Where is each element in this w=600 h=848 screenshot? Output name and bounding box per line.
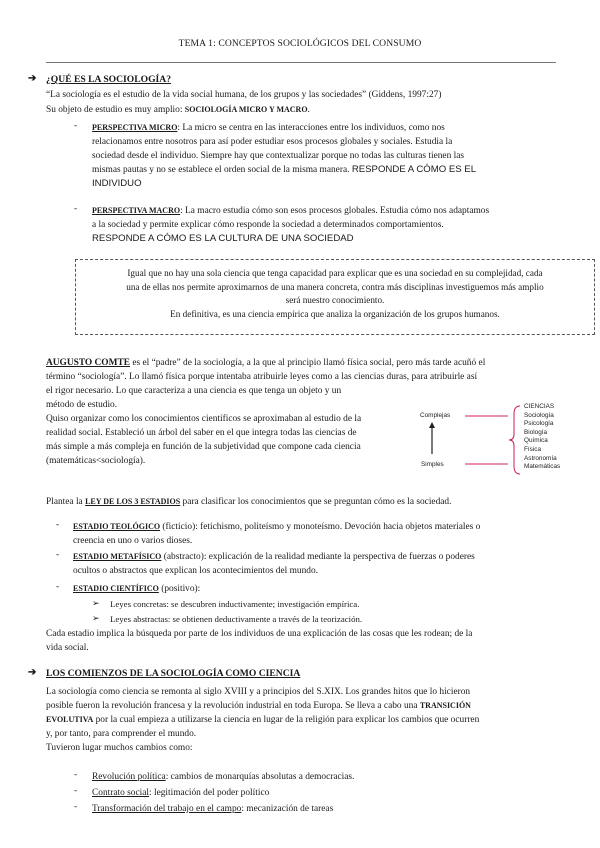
science-item: Biología	[524, 428, 548, 436]
cambio-text: : cambios de monarquías absolutas a democracias.	[165, 772, 355, 782]
micro-line3: sociedad desde el individuo. Siempre hay que contextualizar porque no todas las culturas tienen las	[92, 151, 465, 161]
cientifico-sub1: Leyes concretas: se descubren inductivamente; investigación empírica.	[110, 599, 360, 609]
science-item: Psicología	[524, 420, 554, 428]
page-title: TEMA 1: CONCEPTOS SOCIOLÓGICOS DEL CONSUMO	[178, 38, 422, 49]
cada-line2: vida social.	[46, 643, 89, 653]
comte-line8: (matemáticas<sociología).	[46, 456, 146, 466]
micro-line2: relacionamos entre nosotros para así poder estudiar esos procesos globales y sociales. Estudia la	[92, 137, 453, 147]
micro-line5: INDIVIDUO	[92, 178, 142, 189]
metafisico-line2: ocultos o abstractos que explican los acontecimientos del mundo.	[73, 566, 318, 576]
dash-bullet: -	[56, 582, 60, 592]
micro-paragraph	[92, 121, 556, 191]
comte-line3: el rigor necesario. Lo que caracteriza a una ciencia es que tenga un objeto y un	[46, 386, 342, 396]
science-item: Astronomía	[524, 454, 557, 462]
teologico-item	[73, 520, 559, 548]
object-bold: SOCIOLOGÍA MICRO Y MACRO	[184, 105, 308, 114]
comte-line1: es el “padre” de la sociología, a la que al principio llamó física social, pero más tarde acuñó el	[129, 358, 486, 368]
comte-paragraph	[46, 356, 558, 384]
dash-bullet: -	[56, 520, 60, 530]
teologico-line2: creencia en uno o varios dioses.	[73, 536, 193, 546]
teologico-line1: (ficticio): fetichismo, politeísmo y monoteísmo. Devoción hacia objetos materiales o	[160, 522, 481, 532]
dash-bullet: -	[74, 786, 78, 796]
macro-line3: RESPONDE A CÓMO ES LA CULTURA DE UNA SOCIEDAD	[92, 233, 354, 244]
section-heading-comienzos: LOS COMIENZOS DE LA SOCIOLOGÍA COMO CIENCIA	[46, 668, 301, 679]
box-line3: será nuestro conocimiento.	[285, 295, 385, 305]
macro-line2: a la sociedad y permite explicar cómo responde la sociedad a determinados comportamientos.	[92, 220, 444, 230]
science-list	[524, 403, 560, 472]
arrow-icon: ➔	[28, 73, 37, 84]
dash-bullet: -	[74, 770, 78, 780]
comte-line5: Quiso organizar como los conocimientos científicos se aproximaban al estudio de la	[46, 414, 362, 424]
dash-bullet: -	[74, 802, 78, 812]
comte-line7: más simple a más compleja en función de la subjetividad que compone cada ciencia	[46, 442, 361, 452]
comte-line2: término “sociología”. Lo llamó física porque intentaba atribuirle leyes como a las ciencias duras, para atribuirle así	[46, 372, 478, 382]
comte-line6: realidad social. Estableció un árbol del saber en el que integra todas las ciencias de	[46, 428, 357, 438]
dash-bullet: -	[56, 550, 60, 560]
science-item: Física	[524, 445, 542, 453]
micro-label: PERSPECTIVA MICRO	[92, 123, 178, 132]
metafisico-label: ESTADIO METAFÍSICO	[73, 552, 162, 561]
box-line4: En definitiva, es una ciencia empírica que analiza la organización de los grupos humanos.	[170, 308, 500, 319]
comienzos-line2a: posible fueron la revolución francesa y la revolución industrial en toda Europa. Se lleva a cabo una	[46, 701, 420, 711]
metafisico-item	[73, 550, 559, 578]
cada-line1: Cada estadio implica la búsqueda por parte de los individuos de una explicación de las cosas que les rodean; de la	[46, 629, 473, 639]
cientifico-item	[73, 582, 200, 596]
macro-line1: : La macro estudia cómo son esos procesos globales. Estudia cómo nos adaptamos	[180, 206, 490, 216]
comienzos-line2b: TRANSICIÓN	[419, 701, 471, 710]
title-rule	[46, 62, 556, 63]
up-arrow-icon	[429, 422, 435, 428]
estadios-intro	[46, 495, 451, 509]
comienzos-line4: y, por tanto, para comprender el mundo.	[46, 729, 197, 739]
estadios-intro-a: Plantea la	[46, 497, 86, 507]
micro-line4a: mismas pautas y no se establece el orden social de la misma manera.	[92, 165, 352, 175]
science-item: Matemáticas	[524, 463, 561, 471]
cientifico-sub2: Leyes abstractas: se obtienen deductivamente a través de la teorización.	[110, 614, 363, 624]
label-complejas: Complejas	[420, 412, 451, 419]
arrow-icon: ➔	[28, 667, 37, 678]
comienzos-line3b: por la cual empieza a utilizarse la ciencia en lugar de la religión para explicar los cambios que ocurren	[93, 715, 480, 725]
summary-box	[75, 259, 595, 335]
comte-name: AUGUSTO COMTE	[46, 358, 130, 368]
cambio-item	[92, 786, 269, 800]
science-item: Sociología	[524, 411, 554, 419]
micro-line4b: RESPONDE A CÓMO ES EL	[351, 164, 477, 175]
science-item: Química	[524, 437, 548, 445]
comienzos-line1: La sociología como ciencia se remonta al siglo XVIII y a principios del S.XIX. Los grandes hitos que lo hicieron	[46, 687, 471, 697]
comte-line4: método de estudio.	[46, 400, 118, 410]
cambio-label: Revolución política	[92, 772, 166, 782]
metafisico-line1: (abstracto): explicación de la realidad mediante la perspectiva de fuerzas o poderes	[161, 552, 475, 562]
comte-paragraph-narrow	[46, 384, 398, 468]
cambio-label: Contrato social	[92, 788, 150, 798]
object-line	[46, 103, 310, 117]
cada-estadio	[46, 627, 560, 655]
comienzos-line3a: EVOLUTIVA	[46, 715, 94, 724]
cambio-item	[92, 802, 333, 816]
cientifico-label: ESTADIO CIENTÍFICO	[73, 584, 159, 593]
macro-label: PERSPECTIVA MACRO	[92, 206, 181, 215]
science-heading: CIENCIAS	[524, 403, 555, 410]
dash-bullet: -	[74, 121, 78, 131]
label-simples: Simples	[421, 461, 444, 468]
curly-bracket	[509, 406, 520, 474]
cientifico-line1: (positivo):	[158, 584, 201, 594]
box-line2: una de ellas nos permite aproximarnos de una manera concreta, contra más disciplinas investiguemos más amplio	[126, 281, 544, 292]
object-suffix: .	[307, 105, 310, 115]
teologico-label: ESTADIO TEOLÓGICO	[73, 522, 161, 531]
cambio-text: : legitimación del poder político	[149, 788, 270, 798]
chevron-right-icon: ➢	[92, 613, 100, 623]
macro-paragraph	[92, 204, 556, 246]
section-heading-que-es: ¿QUÉ ES LA SOCIOLOGÍA?	[46, 74, 172, 85]
dash-bullet: -	[74, 204, 78, 214]
cambio-item	[92, 770, 354, 784]
giddens-quote: “La sociología es el estudio de la vida social humana, de los grupos y las sociedades” (Giddens, 1997:27)	[46, 90, 442, 100]
chevron-right-icon: ➢	[92, 598, 100, 608]
estadios-intro-c: para clasificar los conocimientos que se preguntan cómo es la sociedad.	[180, 497, 452, 507]
estadios-law: LEY DE LOS 3 ESTADIOS	[85, 497, 181, 506]
object-prefix: Su objeto de estudio es muy amplio:	[46, 105, 185, 115]
science-diagram	[420, 404, 540, 476]
cambio-label: Transformación del trabajo en el campo	[92, 804, 242, 814]
box-line1: Igual que no hay una sola ciencia que tenga capacidad para explicar que es una sociedad en su complejidad, cada	[127, 268, 543, 278]
comienzos-paragraph	[46, 685, 559, 755]
micro-line1: : La micro se centra en las interacciones entre los individuos, como nos	[177, 123, 445, 133]
comienzos-line5: Tuvieron lugar muchos cambios como:	[46, 743, 193, 753]
cambio-text: : mecanización de tareas	[241, 804, 334, 814]
